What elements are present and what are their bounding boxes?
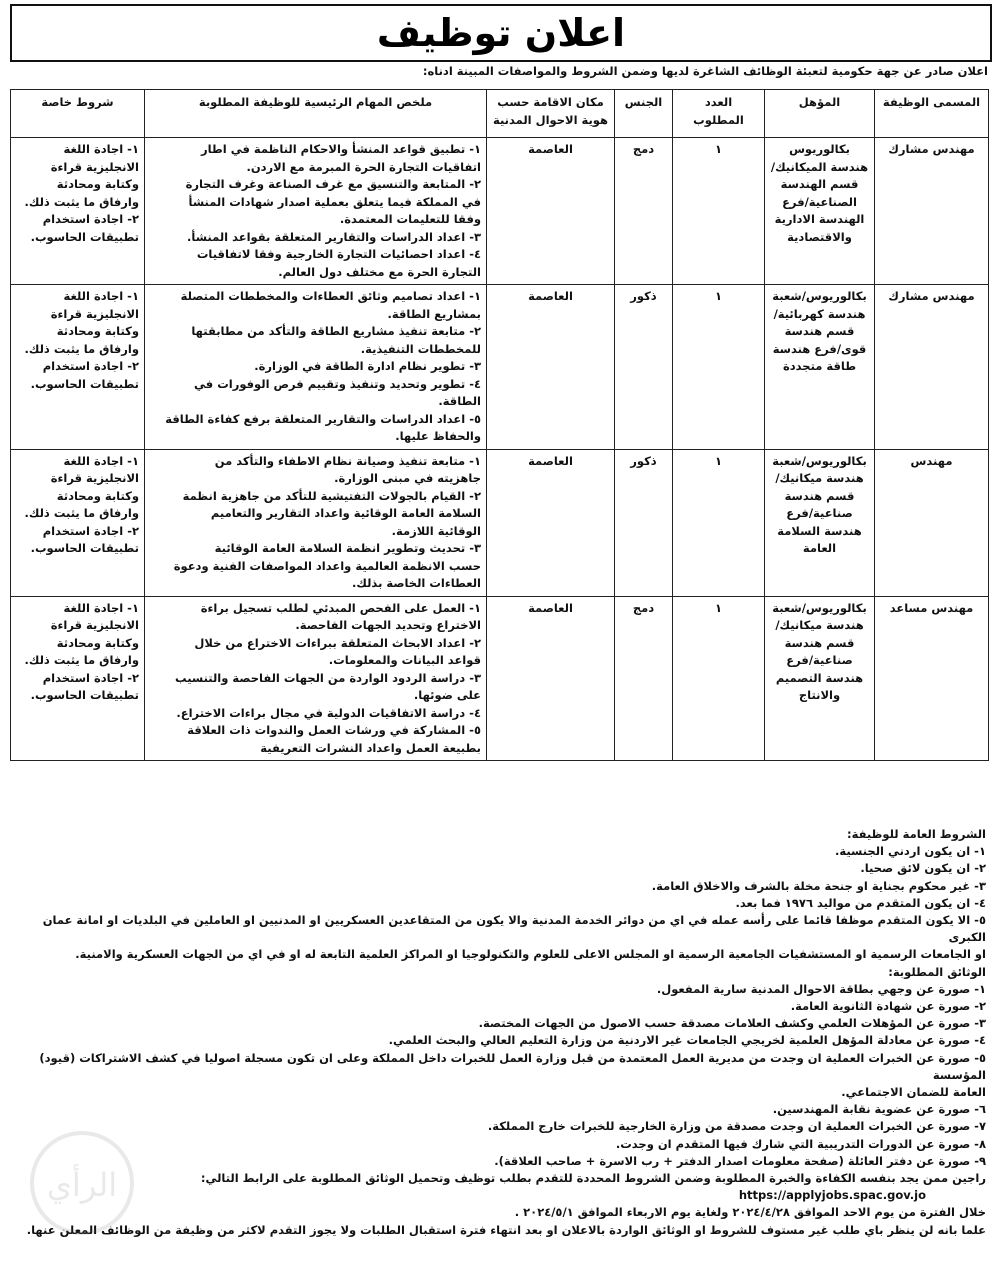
cell-line: الانجليزية قراءة bbox=[50, 306, 139, 321]
document-item: ٩- صورة عن دفتر العائلة (صفحة معلومات اصدار الدفتر + رب الاسرة + صاحب العلاقة). bbox=[494, 1153, 986, 1168]
cell-line: السلامة العامة الوقائية واعداد التقارير والتعاميم bbox=[210, 506, 481, 520]
tasks-cell bbox=[145, 596, 487, 761]
announcement-title-box bbox=[10, 4, 992, 62]
documents-heading: الوثائق المطلوبة: bbox=[888, 964, 986, 979]
watermark-text: الرأي bbox=[46, 1166, 118, 1204]
count-cell: ١ bbox=[673, 449, 765, 596]
cell-line: وارفاق ما يثبت ذلك. bbox=[24, 506, 139, 520]
document-item: ٧- صورة عن الخبرات العملية ان وجدت مصدقة من وزارة الخارجية للخبرات خارج المملكة. bbox=[487, 1119, 986, 1134]
cell-line: قسم هندسة bbox=[784, 635, 855, 650]
cell-line: قوى/فرع هندسة bbox=[772, 341, 867, 356]
cell-line: اتفاقيات التجارة الحرة المبرمة مع الاردن. bbox=[246, 159, 481, 174]
cell-line: للمخططات التنفيذية. bbox=[360, 341, 481, 356]
cell-line: ١- العمل على الفحص المبدئي لطلب تسجيل براءة bbox=[200, 600, 481, 615]
general-condition-item: ١- ان يكون اردني الجنسية. bbox=[834, 844, 986, 859]
cell-line: الانجليزية قراءة bbox=[50, 471, 139, 485]
cell-line: حسب الانظمة العالمية واعداد المواصفات الفنية ودعوة bbox=[173, 558, 481, 573]
cell-line: التجارة الحرة مع مختلف دول العالم. bbox=[278, 264, 481, 279]
header-title: المسمى الوظيفة bbox=[875, 90, 989, 138]
general-section bbox=[8, 826, 986, 1239]
job-title-cell: مهندس مشارك bbox=[875, 138, 989, 285]
cell-line: ٣- تحديث وتطوير انظمة السلامة العامة الوقائية bbox=[214, 541, 481, 555]
cell-line: بطبيعة العمل واعداد النشرات التعريفية bbox=[260, 740, 481, 755]
header-gender: الجنس bbox=[615, 90, 673, 138]
closing-note: علما بانه لن ينظر باي طلب غير مستوف للشروط او الوثائق الواردة بالاعلان او بعد انتهاء فترة استقبال الطلبات ولا يجوز التقدم لاكثر من وظيفة من الوظائف المعلن عنها. bbox=[26, 1222, 986, 1237]
cell-line: قسم هندسة bbox=[784, 324, 855, 338]
gender-cell: ذكور bbox=[615, 449, 673, 596]
cell-line: هندسة ميكانيك/ bbox=[775, 618, 864, 632]
cell-line: تطبيقات الحاسوب. bbox=[30, 376, 139, 391]
cell-line: ٤- تطوير وتحديد وتنفيذ وتقييم فرص الوفورات في bbox=[194, 376, 481, 391]
job-title-cell: مهندس مساعد bbox=[875, 596, 989, 761]
cell-line: بكالوريوس/شعبة bbox=[772, 453, 867, 468]
cell-line: ١- متابعة تنفيذ وصيانة نظام الاطفاء والتأكد من bbox=[214, 453, 481, 468]
cell-line: وكتابة ومحادثة bbox=[56, 635, 139, 650]
cell-line: تطبيقات الحاسوب. bbox=[30, 688, 139, 702]
apply-instructions: راجين ممن يجد بنفسه الكفاءة والخبرة المطلوبة وضمن الشروط المحددة للتقدم بطلب توظيف وتحميل الوثائق المطلوبة على الرابط التالي: bbox=[200, 1171, 986, 1186]
header-qualification: المؤهل bbox=[765, 90, 875, 138]
qualification-cell bbox=[765, 449, 875, 596]
job-title-cell: مهندس bbox=[875, 449, 989, 596]
cell-line: ٢- اعداد الابحاث المتعلقة ببراءات الاختراع من خلال bbox=[194, 635, 481, 650]
document-item: ٦- صورة عن عضوية نقابة المهندسين. bbox=[772, 1102, 986, 1117]
cell-line: الهندسة الادارية bbox=[774, 212, 865, 226]
cell-line: قسم هندسة bbox=[784, 488, 855, 503]
cell-line: صناعية/فرع bbox=[786, 506, 853, 520]
document-item: ٣- صورة عن المؤهلات العلمي وكشف العلامات مصدقة حسب الاصول من الجهات المختصة. bbox=[478, 1016, 986, 1031]
document-item: ١- صورة عن وجهي بطاقة الاحوال المدنية سارية المفعول. bbox=[656, 981, 986, 996]
conditions-cell bbox=[11, 449, 145, 596]
cell-line: ٢- متابعة تنفيذ مشاريع الطاقة والتأكد من مطابقتها bbox=[191, 324, 481, 338]
gender-cell: دمج bbox=[615, 596, 673, 761]
cell-line: ٣- اعداد الدراسات والتقارير المتعلقة بقواعد المنشأ. bbox=[187, 229, 481, 244]
application-period: خلال الفترة من يوم الاحد الموافق ٢٠٢٤/٤/٢٨ ولغاية يوم الاربعاء الموافق ٢٠٢٤/٥/١ . bbox=[514, 1205, 986, 1220]
cell-line: ٤- اعداد احصائيات التجارة الخارجية وفقا لاتفاقيات bbox=[196, 247, 481, 261]
cell-line: الاختراع وتحديد الجهات الفاحصة. bbox=[295, 618, 481, 632]
header-tasks: ملخص المهام الرئيسية للوظيفة المطلوبة bbox=[145, 90, 487, 138]
qualification-cell bbox=[765, 596, 875, 761]
cell-line: وارفاق ما يثبت ذلك. bbox=[24, 653, 139, 667]
cell-line: جاهزيته في مبنى الوزارة. bbox=[334, 471, 481, 485]
gender-cell: دمج bbox=[615, 138, 673, 285]
residence-cell: العاصمة bbox=[487, 596, 615, 761]
count-cell: ١ bbox=[673, 285, 765, 450]
cell-line: وكتابة ومحادثة bbox=[56, 177, 139, 191]
document-item: ٨- صورة عن الدورات التدريبية التي شارك فيها المتقدم ان وجدت. bbox=[615, 1136, 986, 1151]
header-count: العدد المطلوب bbox=[673, 90, 765, 138]
qualification-cell bbox=[765, 285, 875, 450]
cell-line: ١- اجادة اللغة bbox=[63, 600, 139, 615]
cell-line: ١- اعداد تصاميم وثائق العطاءات والمخططات المتصلة bbox=[180, 289, 481, 303]
residence-cell: العاصمة bbox=[487, 138, 615, 285]
cell-line: الوقائية اللازمة. bbox=[391, 523, 481, 538]
cell-line: ٤- دراسة الاتفاقيات الدولية في مجال براءات الاختراع. bbox=[176, 705, 481, 720]
cell-line: ٢- القيام بالجولات التفتيشية للتأكد من جاهزية انظمة bbox=[182, 488, 481, 503]
cell-line: العطاءات الخاصة بذلك. bbox=[352, 576, 481, 590]
cell-line: ٢- اجادة استخدام bbox=[42, 523, 139, 538]
cell-line: طاقة متجددة bbox=[782, 359, 857, 373]
document-item: ٥- صورة عن الخبرات العملية ان وجدت من مديرية العمل المعتمدة من قبل وزارة العمل للخبرات داخل المملكة وعلى ان تكون مسجلة اصوليا في كشف الاشتراكات (قيود) المؤسسة bbox=[39, 1050, 986, 1082]
conditions-cell bbox=[11, 596, 145, 761]
general-condition-item: ٤- ان يكون المتقدم من مواليد ١٩٧٦ فما بعد. bbox=[735, 895, 986, 910]
cell-line: ٣- تطوير نظام ادارة الطاقة في الوزارة. bbox=[254, 359, 481, 373]
cell-line: بكالوريوس/شعبة bbox=[772, 289, 867, 303]
cell-line: ١- اجادة اللغة bbox=[63, 289, 139, 303]
cell-line: وكتابة ومحادثة bbox=[56, 488, 139, 503]
cell-line: هندسة ميكانيك/ bbox=[775, 471, 864, 485]
cell-line: ٢- اجادة استخدام bbox=[42, 212, 139, 226]
cell-line: هندسة الميكانيك/ bbox=[770, 159, 869, 174]
tasks-cell bbox=[145, 138, 487, 285]
general-condition-item: ٢- ان يكون لائق صحيا. bbox=[860, 861, 986, 876]
cell-line: في المملكة فيما يتعلق بعملية اصدار شهادات المنشأ bbox=[188, 194, 481, 209]
document-item: ٢- صورة عن شهادة الثانوية العامة. bbox=[790, 999, 986, 1014]
residence-cell: العاصمة bbox=[487, 285, 615, 450]
jobs-table bbox=[10, 89, 989, 761]
cell-line: ٢- المتابعة والتنسيق مع غرف الصناعة وغرف التجارة bbox=[185, 177, 481, 191]
intro-text: اعلان صادر عن جهة حكومية لتعبئة الوظائف الشاغرة لديها وضمن الشروط والمواصفات المبينة ادناه: bbox=[422, 64, 988, 78]
tasks-cell bbox=[145, 285, 487, 450]
cell-line: بمشاريع الطاقة. bbox=[387, 306, 481, 321]
apply-link[interactable]: https://applyjobs.spac.gov.jo bbox=[738, 1188, 926, 1203]
cell-line: الطاقة. bbox=[438, 394, 481, 408]
cell-line: ٢- اجادة استخدام bbox=[42, 670, 139, 685]
cell-line: تطبيقات الحاسوب. bbox=[30, 229, 139, 244]
gender-cell: ذكور bbox=[615, 285, 673, 450]
qualification-cell bbox=[765, 138, 875, 285]
cell-line: وارفاق ما يثبت ذلك. bbox=[24, 194, 139, 209]
cell-line: بكالوريوس/شعبة bbox=[772, 600, 867, 615]
general-condition-item: ٣- غير محكوم بجناية او جنحة مخلة بالشرف والاخلاق العامة. bbox=[651, 878, 986, 893]
cell-line: هندسة السلامة bbox=[777, 523, 862, 538]
cell-line: قسم الهندسة bbox=[780, 177, 859, 191]
general-conditions-list bbox=[8, 843, 986, 963]
job-row bbox=[11, 285, 989, 450]
cell-line: ٥- اعداد الدراسات والتقارير المتعلقة برفع كفاءة الطاقة bbox=[165, 411, 481, 426]
cell-line: ١- اجادة اللغة bbox=[63, 142, 139, 156]
cell-line: العامة bbox=[802, 541, 837, 555]
count-cell: ١ bbox=[673, 138, 765, 285]
table-header-row bbox=[11, 90, 989, 138]
residence-cell: العاصمة bbox=[487, 449, 615, 596]
cell-line: الصناعية/فرع bbox=[782, 194, 857, 209]
cell-line: على ضوئها. bbox=[413, 688, 481, 702]
cell-line: ١- تطبيق قواعد المنشأ والاحكام الناظمة في اطار bbox=[200, 142, 481, 156]
conditions-cell bbox=[11, 285, 145, 450]
general-condition-item: ٥- الا يكون المتقدم موظفا قائما على رأسه عمله في اي من دوائر الخدمة المدنية والا يكون من المتقاعدين العسكريين او المدنيين او العاملين في البلديات او امانة عمان الكبرى bbox=[42, 913, 986, 945]
general-condition-item: او الجامعات الرسمية او المستشفيات الجامعية الرسمية او المجلس الاعلى للعلوم والتكنولوجيا او المراكز العلمية التابعة له او في اي من الجهات العسكرية والامنية. bbox=[75, 947, 986, 962]
cell-line: الانجليزية قراءة bbox=[50, 618, 139, 632]
cell-line: ٣- دراسة الردود الواردة من الجهات الفاحصة والتنسيب bbox=[175, 670, 481, 685]
documents-list bbox=[8, 981, 986, 1170]
header-residence: مكان الاقامة حسب هوية الاحوال المدنية bbox=[487, 90, 615, 138]
job-row bbox=[11, 596, 989, 761]
cell-line: ٢- اجادة استخدام bbox=[42, 359, 139, 373]
cell-line: بكالوريوس bbox=[789, 142, 850, 156]
cell-line: والاقتصادية bbox=[787, 229, 852, 244]
announcement-title: اعلان توظيف bbox=[376, 11, 626, 55]
count-cell: ١ bbox=[673, 596, 765, 761]
cell-line: الانجليزية قراءة bbox=[50, 159, 139, 174]
document-item: العامة للضمان الاجتماعي. bbox=[841, 1085, 986, 1100]
header-conditions: شروط خاصة bbox=[11, 90, 145, 138]
cell-line: صناعية/فرع bbox=[786, 653, 853, 667]
cell-line: ١- اجادة اللغة bbox=[63, 453, 139, 468]
cell-line: وكتابة ومحادثة bbox=[56, 324, 139, 338]
cell-line: ٥- المشاركة في ورشات العمل والندوات ذات العلاقة bbox=[187, 723, 481, 737]
jobs-table-body bbox=[11, 138, 989, 761]
cell-line: هندسة كهربائية/ bbox=[773, 306, 866, 321]
document-item: ٤- صورة عن معادلة المؤهل العلمية لخريجي الجامعات غير الاردنية من وزارة التعليم العالي والبحث العلمي. bbox=[388, 1033, 986, 1048]
cell-line: وفقا للتعليمات المعتمدة. bbox=[339, 212, 481, 226]
cell-line: وارفاق ما يثبت ذلك. bbox=[24, 341, 139, 356]
general-conditions-heading: الشروط العامة للوظيفة: bbox=[847, 827, 986, 841]
cell-line: والانتاج bbox=[798, 688, 841, 702]
cell-line: قواعد البيانات والمعلومات. bbox=[328, 653, 481, 667]
cell-line: هندسة التصميم bbox=[775, 670, 864, 685]
job-row bbox=[11, 449, 989, 596]
cell-line: تطبيقات الحاسوب. bbox=[30, 541, 139, 555]
job-title-cell: مهندس مشارك bbox=[875, 285, 989, 450]
tasks-cell bbox=[145, 449, 487, 596]
job-row bbox=[11, 138, 989, 285]
conditions-cell bbox=[11, 138, 145, 285]
cell-line: والحفاظ عليها. bbox=[395, 429, 481, 443]
